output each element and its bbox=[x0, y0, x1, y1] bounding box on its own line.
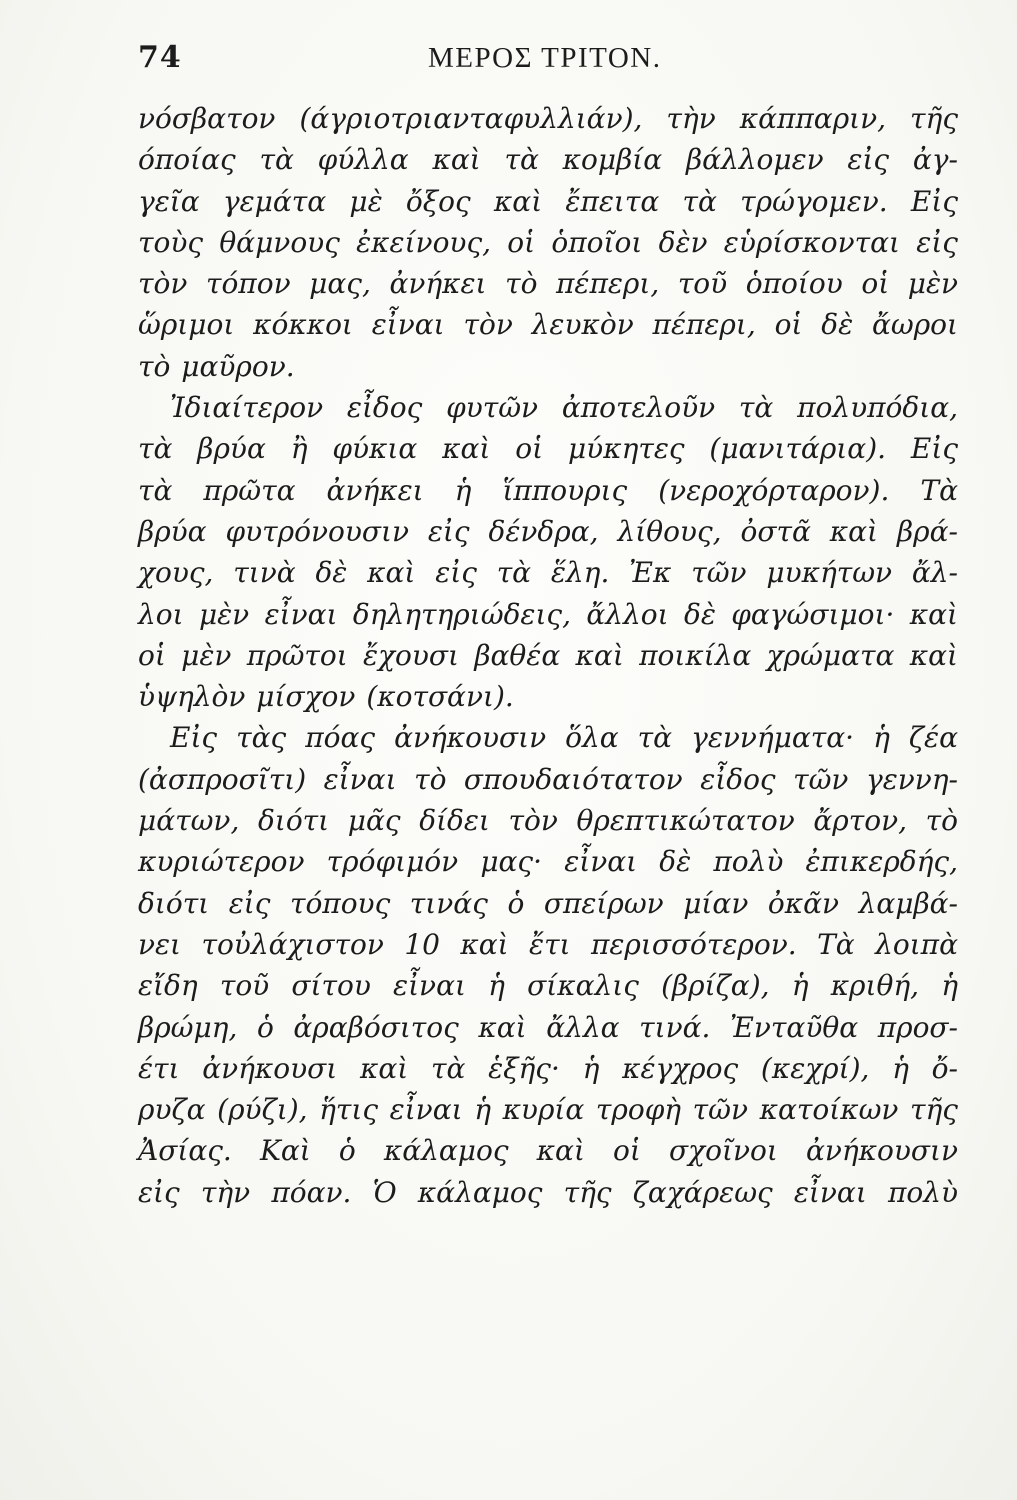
text-line: γεῖα γεμάτα μὲ ὄξος καὶ ἔπειτα τὰ τρώγομεν. Εἰς bbox=[138, 184, 958, 218]
text-line: εἴδη τοῦ σίτου εἶναι ἡ σίκαλις (βρίζα), ἡ κριθή, ἡ bbox=[138, 969, 958, 1003]
text-line: τὰ πρῶτα ἀνήκει ἡ ἵππουρις (νεροχόρταρον). Τὰ bbox=[138, 473, 958, 507]
text-line: νόσβατον (άγριοτριανταφυλλιάν), τὴν κάππαριν, τῆς bbox=[138, 102, 958, 135]
text-line: οἱ μὲν πρῶτοι ἔχουσι βαθέα καὶ ποικίλα χρώματα καὶ bbox=[138, 638, 958, 672]
text-line: Εἰς τὰς πόας ἀνήκουσιν ὅλα τὰ γεννήματα· ἡ ζέα bbox=[170, 721, 958, 755]
running-title: ΜΕΡΟΣ ΤΡΙΤΟΝ. bbox=[428, 42, 662, 74]
text-line: κυριώτερον τρόφιμόν μας· εἶναι δὲ πολὺ ἐπικερδής, bbox=[138, 845, 958, 879]
text-line: Ἰδιαίτερον εἶδος φυτῶν ἀποτελοῦν τὰ πολυπόδια, bbox=[170, 391, 958, 425]
text-line: όποίας τὰ φύλλα καὶ τὰ κομβία βάλλομεν εἰς ἀγ- bbox=[138, 143, 958, 177]
text-line: Ἀσίας. Καὶ ὁ κάλαμος καὶ οἱ σχοῖνοι ἀνήκουσιν bbox=[138, 1134, 958, 1168]
text-line: λοι μὲν εἶναι δηλητηριώδεις, ἄλλοι δὲ φαγώσιμοι· καὶ bbox=[138, 597, 958, 631]
text-line: έτι ἀνήκουσι καὶ τὰ ἑξῆς· ἡ κέγχρος (κεχρί), ἡ ὄ- bbox=[138, 1051, 958, 1085]
body-text bbox=[138, 98, 958, 1213]
text-line: τὸ μαῦρον. bbox=[138, 349, 295, 383]
text-line: βρώμη, ὁ ἀραβόσιτος καὶ ἄλλα τινά. Ἐνταῦθα προσ- bbox=[138, 1010, 958, 1044]
text-line: χους, τινὰ δὲ καὶ εἰς τὰ ἕλη. Ἐκ τῶν μυκήτων ἄλ- bbox=[138, 556, 958, 590]
text-line: ὑψηλὸν μίσχον (κοτσάνι). bbox=[138, 680, 514, 714]
text-line: ὥριμοι κόκκοι εἶναι τὸν λευκὸν πέπερι, οἱ δὲ ἄωροι bbox=[138, 308, 958, 342]
text-line: (ἀσπροσῖτι) εἶναι τὸ σπουδαιότατον εἶδος τῶν γεννη- bbox=[138, 762, 958, 796]
text-line: βρύα φυτρόνουσιν εἰς δένδρα, λίθους, ὀστᾶ καὶ βρά- bbox=[138, 514, 958, 548]
text-line: μάτων, διότι μᾶς δίδει τὸν θρεπτικώτατον ἄρτον, τὸ bbox=[138, 804, 958, 838]
page-number: 74 bbox=[138, 40, 182, 75]
text-line: τὸν τόπον μας, ἀνήκει τὸ πέπερι, τοῦ ὁποίου οἱ μὲν bbox=[138, 267, 958, 301]
text-line: τὰ βρύα ἢ φύκια καὶ οἱ μύκητες (μανιτάρια). Εἰς bbox=[138, 432, 958, 466]
running-head bbox=[138, 34, 958, 84]
text-line: ρυζα (ρύζι), ἥτις εἶναι ἡ κυρία τροφὴ τῶν κατοίκων τῆς bbox=[138, 1093, 958, 1127]
text-line: διότι εἰς τόπους τινάς ὁ σπείρων μίαν ὀκᾶν λαμβά- bbox=[138, 886, 958, 920]
text-line: εἰς τὴν πόαν. Ὁ κάλαμος τῆς ζαχάρεως εἶναι πολὺ bbox=[138, 1175, 958, 1209]
text-line: νει τοὐλάχιστον 10 καὶ ἔτι περισσότερον. Τὰ λοιπὰ bbox=[138, 927, 958, 961]
text-line: τοὺς θάμνους ἐκείνους, οἱ ὁποῖοι δὲν εὑρίσκονται εἰς bbox=[138, 225, 958, 259]
